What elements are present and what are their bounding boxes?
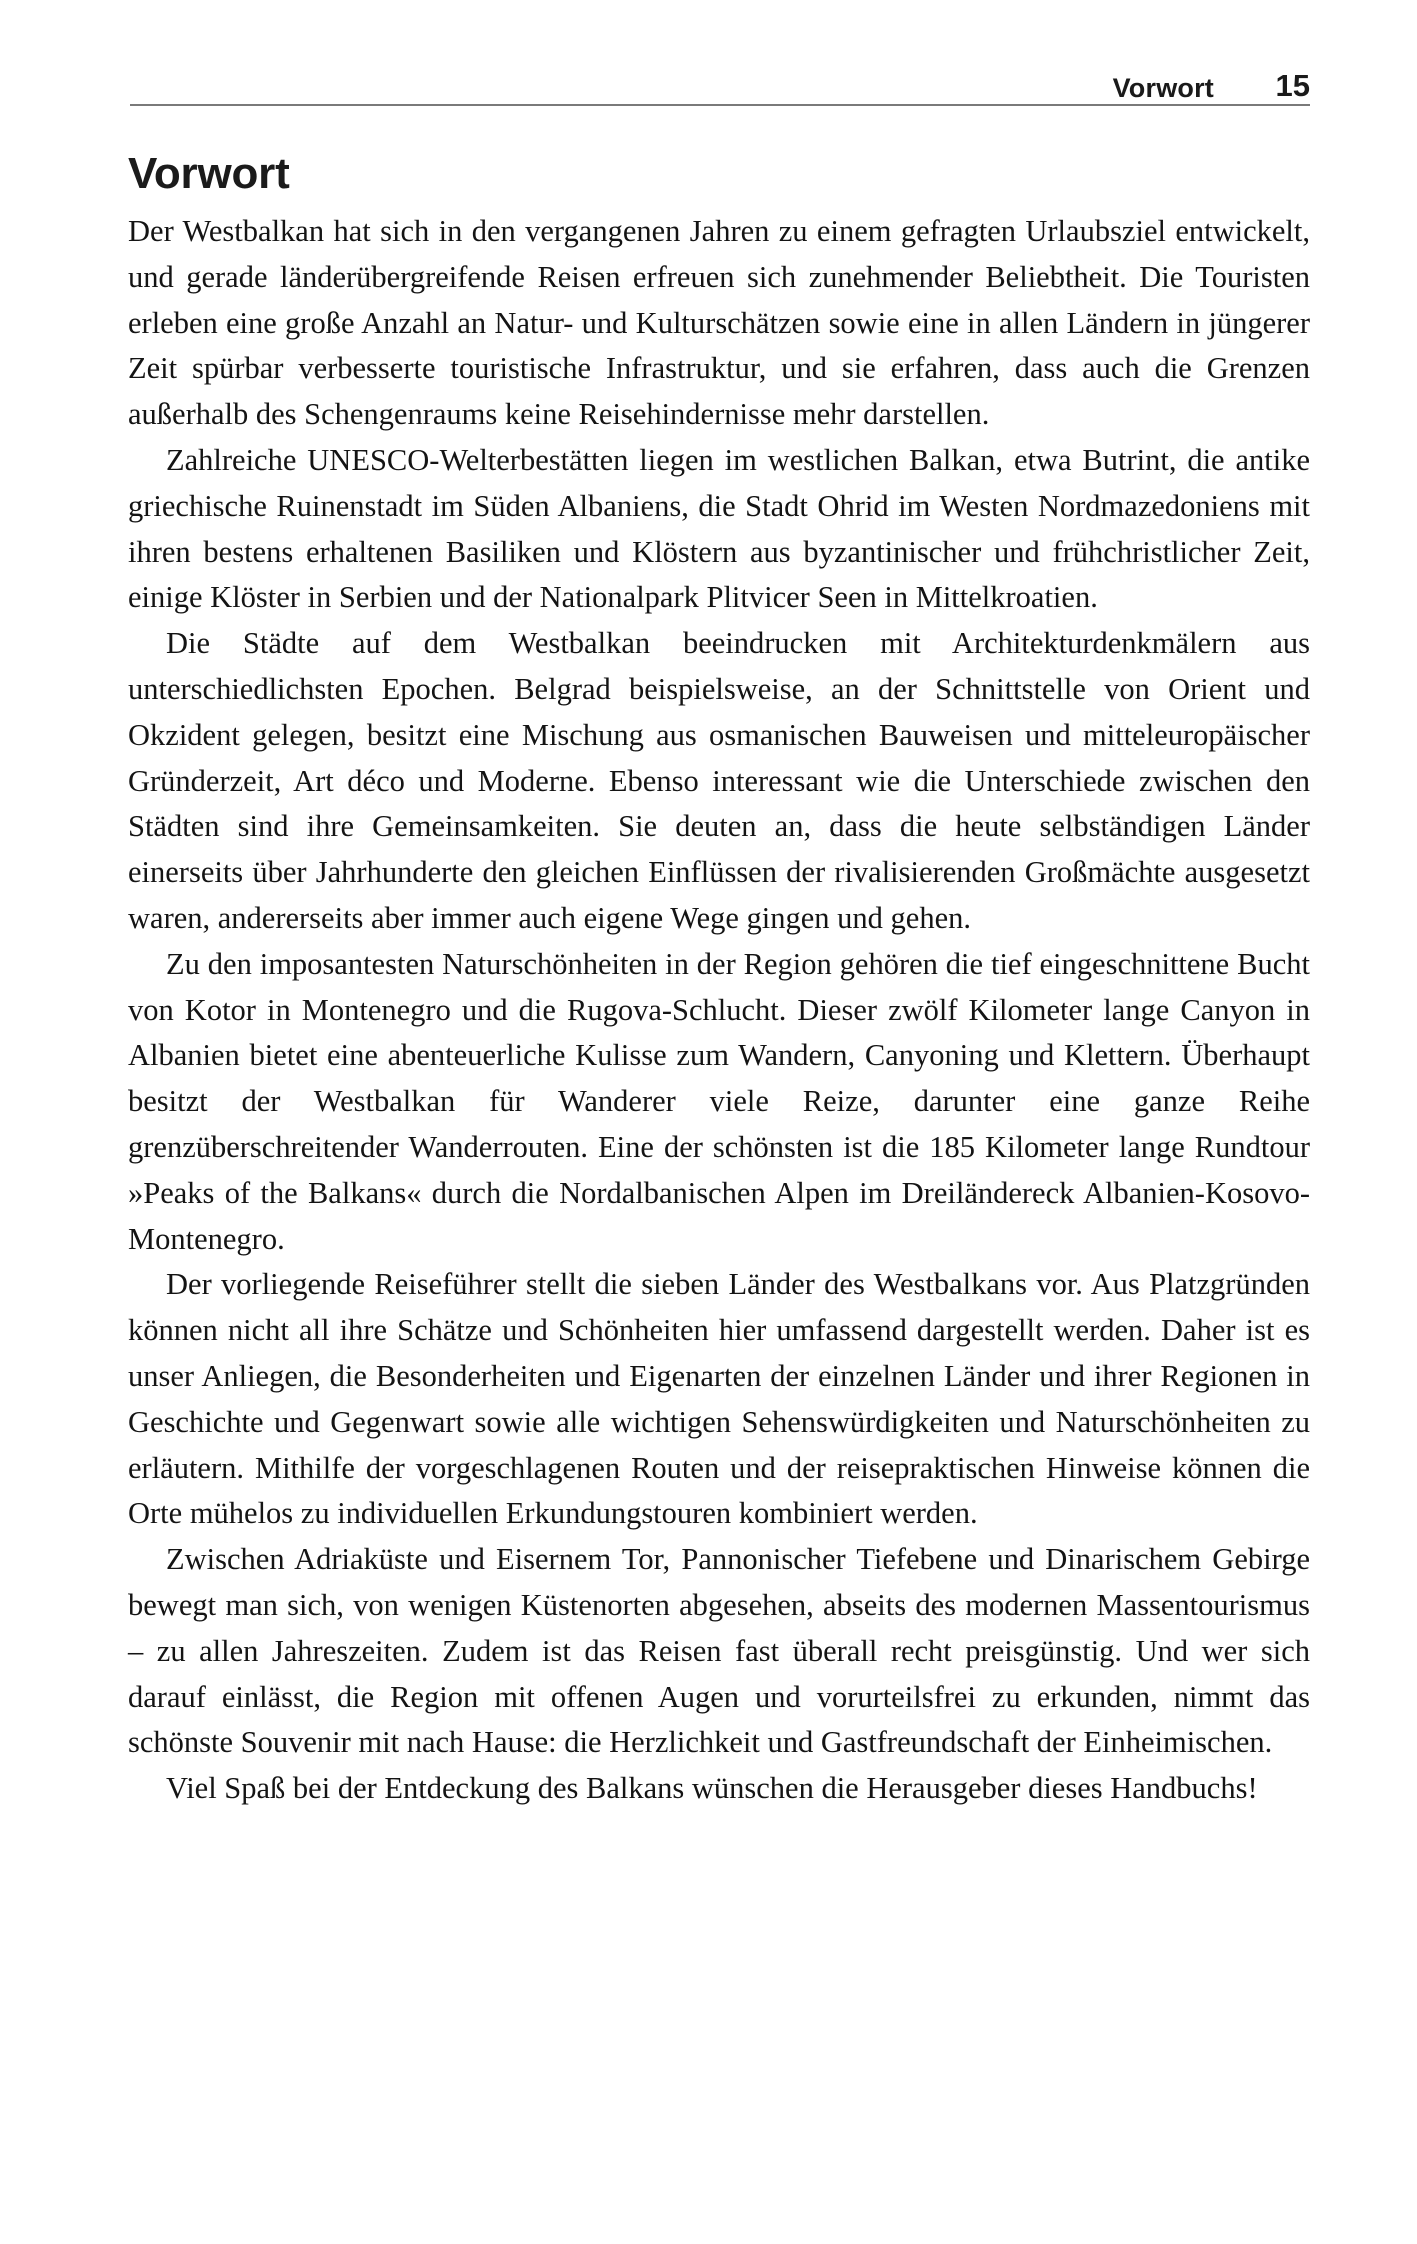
paragraph: Der vorliegende Reiseführer stellt die sieben Länder des Westbalkans vor. Aus Platzgründen können nicht all ihre Schätze und Schönheiten hier umfassend dargestellt werden. Daher ist es unser Anliegen, die Besonderheiten und Eigenarten der einzelnen Länder und ihrer Regionen in Geschichte und Gegenwart sowie alle wichtigen Sehenswürdigkeiten und Naturschönheiten zu erläutern. Mithilfe der vorgeschlagenen Routen und der reisepraktischen Hinweise können die Orte mühelos zu individuellen Erkundungstouren kombiniert werden.	[128, 1267, 1310, 1531]
paragraph: Die Städte auf dem Westbalkan beeindrucken mit Architekturdenkmälern aus unterschiedlichsten Epochen. Belgrad beispielsweise, an der Schnittstelle von Orient und Okzident gelegen, besitzt eine Mischung aus osmanischen Bauweisen und mitteleuropäischer Gründerzeit, Art déco und Moderne. Ebenso interessant wie die Unterschiede zwischen den Städten sind ihre Gemeinsamkeiten. Sie deuten an, dass die heute selbständigen Länder einerseits über Jahrhunderte den gleichen Einflüssen der rivalisierenden Großmächte ausgesetzt waren, andererseits aber immer auch eigene Wege gingen und gehen.	[128, 626, 1310, 935]
paragraph: Zahlreiche UNESCO-Welterbestätten liegen im westlichen Balkan, etwa Butrint, die antike griechische Ruinenstadt im Süden Albaniens, die Stadt Ohrid im Westen Nordmazedoniens mit ihren bestens erhaltenen Basiliken und Klöstern aus byzantinischer und frühchristlicher Zeit, einige Klöster in Serbien und der Nationalpark Plitvicer Seen in Mittelkroatien.	[128, 442, 1310, 615]
running-header	[130, 56, 1310, 104]
body-text	[128, 209, 1310, 1812]
running-header-chapter-label: Vorwort	[1112, 73, 1214, 103]
paragraph: Viel Spaß bei der Entdeckung des Balkans wünschen die Herausgeber dieses Handbuchs!	[166, 1771, 1258, 1806]
page-title: Vorwort	[128, 149, 290, 199]
page-number: 15	[1275, 68, 1310, 103]
paragraph: Zu den imposantesten Naturschönheiten in der Region gehören die tief eingeschnittene Bucht von Kotor in Montenegro und die Rugova-Schlucht. Dieser zwölf Kilometer lange Canyon in Albanien bietet eine abenteuerliche Kulisse zum Wandern, Canyoning und Klettern. Überhaupt besitzt der Westbalkan für Wanderer viele Reize, darunter eine ganze Reihe grenzüberschreitender Wanderrouten. Eine der schönsten ist die 185 Kilometer lange Rundtour »Peaks of the Balkans« durch die Nordalbanischen Alpen im Dreiländereck Albanien-Kosovo-Montenegro.	[128, 946, 1310, 1256]
paragraph: Der Westbalkan hat sich in den vergangenen Jahren zu einem gefragten Urlaubsziel entwickelt, und gerade länderübergreifende Reisen erfreuen sich zunehmender Beliebtheit. Die Touristen erleben eine große Anzahl an Natur- und Kulturschätzen sowie eine in allen Ländern in jüngerer Zeit spürbar verbesserte touristische Infrastruktur, und sie erfahren, dass auch die Grenzen außerhalb des Schengenraums keine Reisehindernisse mehr darstellen.	[128, 214, 1310, 432]
paragraph: Zwischen Adriaküste und Eisernem Tor, Pannonischer Tiefebene und Dinarischem Gebirge bewegt man sich, von wenigen Küstenorten abgesehen, abseits des modernen Massentourismus – zu allen Jahreszeiten. Zudem ist das Reisen fast überall recht preisgünstig. Und wer sich darauf einlässt, die Region mit offenen Augen und vorurteilsfrei zu erkunden, nimmt das schönste Souvenir mit nach Hause: die Herzlichkeit und Gastfreundschaft der Einheimischen.	[128, 1542, 1310, 1760]
header-rule-divider	[130, 104, 1310, 106]
